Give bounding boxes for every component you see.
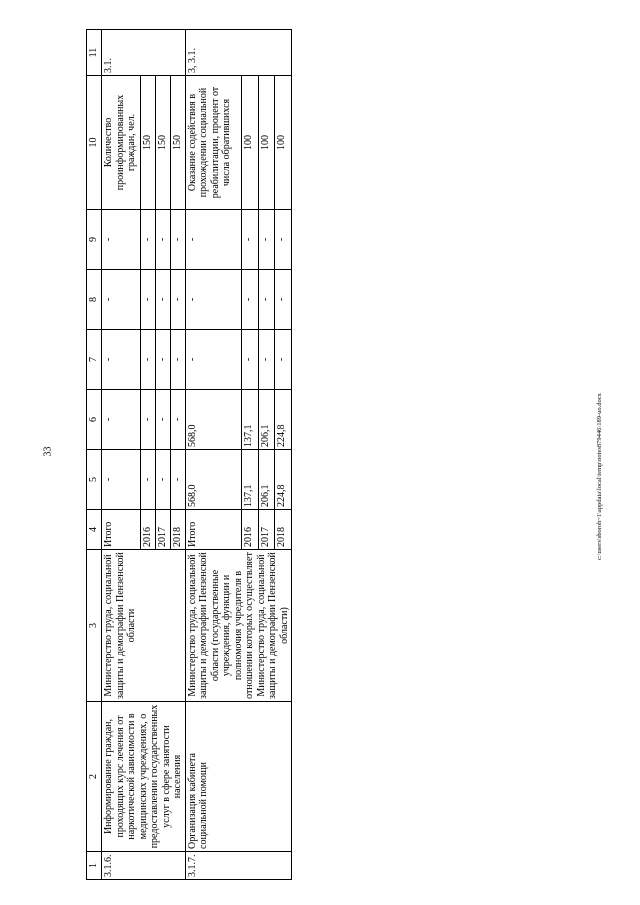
ref-cell: 3, 3.1. [185,30,292,76]
value-cell: - [170,210,185,270]
value-cell: - [155,450,170,510]
header-cell: 3 [87,550,102,702]
value-cell: 224,8 [275,390,292,450]
header-cell: 8 [87,270,102,330]
value-cell: 224,8 [275,450,292,510]
value-cell: - [258,330,275,390]
executor: Министерство труда, социальной защиты и демографии Пензенской области (государственные учреждения, функции и полномочия учредителя в отношении которых осуществляет Министерство труда, социальной защиты и демографии Пензенской области) [185,550,292,702]
value-cell: - [140,270,155,330]
file-path: c:\users\sboroh~1\appdata\local\temp\notes879446\189-uo.docx [596,393,603,560]
value-cell: - [275,270,292,330]
ref-cell: 3.1. [102,30,186,76]
value-cell: - [170,270,185,330]
value-cell: - [155,330,170,390]
year-cell: 2016 [241,510,258,550]
value-cell: - [185,210,241,270]
program-table [86,29,292,880]
year-cell: Итого [102,510,141,550]
year-cell: 2018 [170,510,185,550]
rotated-table-container [86,30,596,880]
measure-name: Информирование граждан, проходящих курс лечения от наркотической зависимости в медицинских учреждениях, о предоставлении государственных услуг в сфере занятости населения [102,702,186,852]
header-cell: 6 [87,390,102,450]
value-cell: - [155,210,170,270]
header-cell: 11 [87,30,102,76]
value-cell: - [155,390,170,450]
value-cell: 568,0 [185,450,241,510]
value-cell: - [275,210,292,270]
header-cell: 1 [87,852,102,880]
header-cell: 4 [87,510,102,550]
indicator-cell: Количество проинформированных граждан, чел. [102,76,141,210]
value-cell: - [102,330,141,390]
header-cell: 10 [87,76,102,210]
value-cell: - [170,330,185,390]
value-cell: - [102,270,141,330]
value-cell: - [170,390,185,450]
value-cell: - [102,210,141,270]
value-cell: - [102,450,141,510]
indicator-cell: 100 [258,76,275,210]
value-cell: - [258,270,275,330]
value-cell: - [185,270,241,330]
value-cell: 568,0 [185,390,241,450]
value-cell: - [241,270,258,330]
value-cell: 137,1 [241,450,258,510]
year-cell: Итого [185,510,241,550]
value-cell: - [241,210,258,270]
indicator-cell: 150 [140,76,155,210]
table-row [185,30,241,880]
header-cell: 9 [87,210,102,270]
value-cell: 206,1 [258,390,275,450]
year-cell: 2017 [155,510,170,550]
value-cell: - [140,210,155,270]
header-cell: 5 [87,450,102,510]
indicator-cell: 100 [241,76,258,210]
year-cell: 2016 [140,510,155,550]
header-cell: 2 [87,702,102,852]
header-row [87,30,102,880]
row-number: 3.1.7. [185,852,292,880]
year-cell: 2017 [258,510,275,550]
value-cell: 206,1 [258,450,275,510]
indicator-cell: Оказание содействия в прохождении социальной реабилитации, процент от числа обратившихся [185,76,241,210]
measure-name: Организация кабинета социальной помощи [185,702,292,852]
value-cell: - [102,390,141,450]
value-cell: 137,1 [241,390,258,450]
page-number: 33 [42,446,54,457]
value-cell: - [170,450,185,510]
value-cell: - [275,330,292,390]
year-cell: 2018 [275,510,292,550]
header-cell: 7 [87,330,102,390]
indicator-cell: 150 [155,76,170,210]
indicator-cell: 150 [170,76,185,210]
value-cell: - [140,390,155,450]
value-cell: - [140,450,155,510]
value-cell: - [155,270,170,330]
executor: Министерство труда, социальной защиты и демографии Пензенской области [102,550,186,702]
value-cell: - [140,330,155,390]
row-number: 3.1.6. [102,852,186,880]
value-cell: - [185,330,241,390]
value-cell: - [258,210,275,270]
indicator-cell: 100 [275,76,292,210]
table-row [102,30,141,880]
value-cell: - [241,330,258,390]
